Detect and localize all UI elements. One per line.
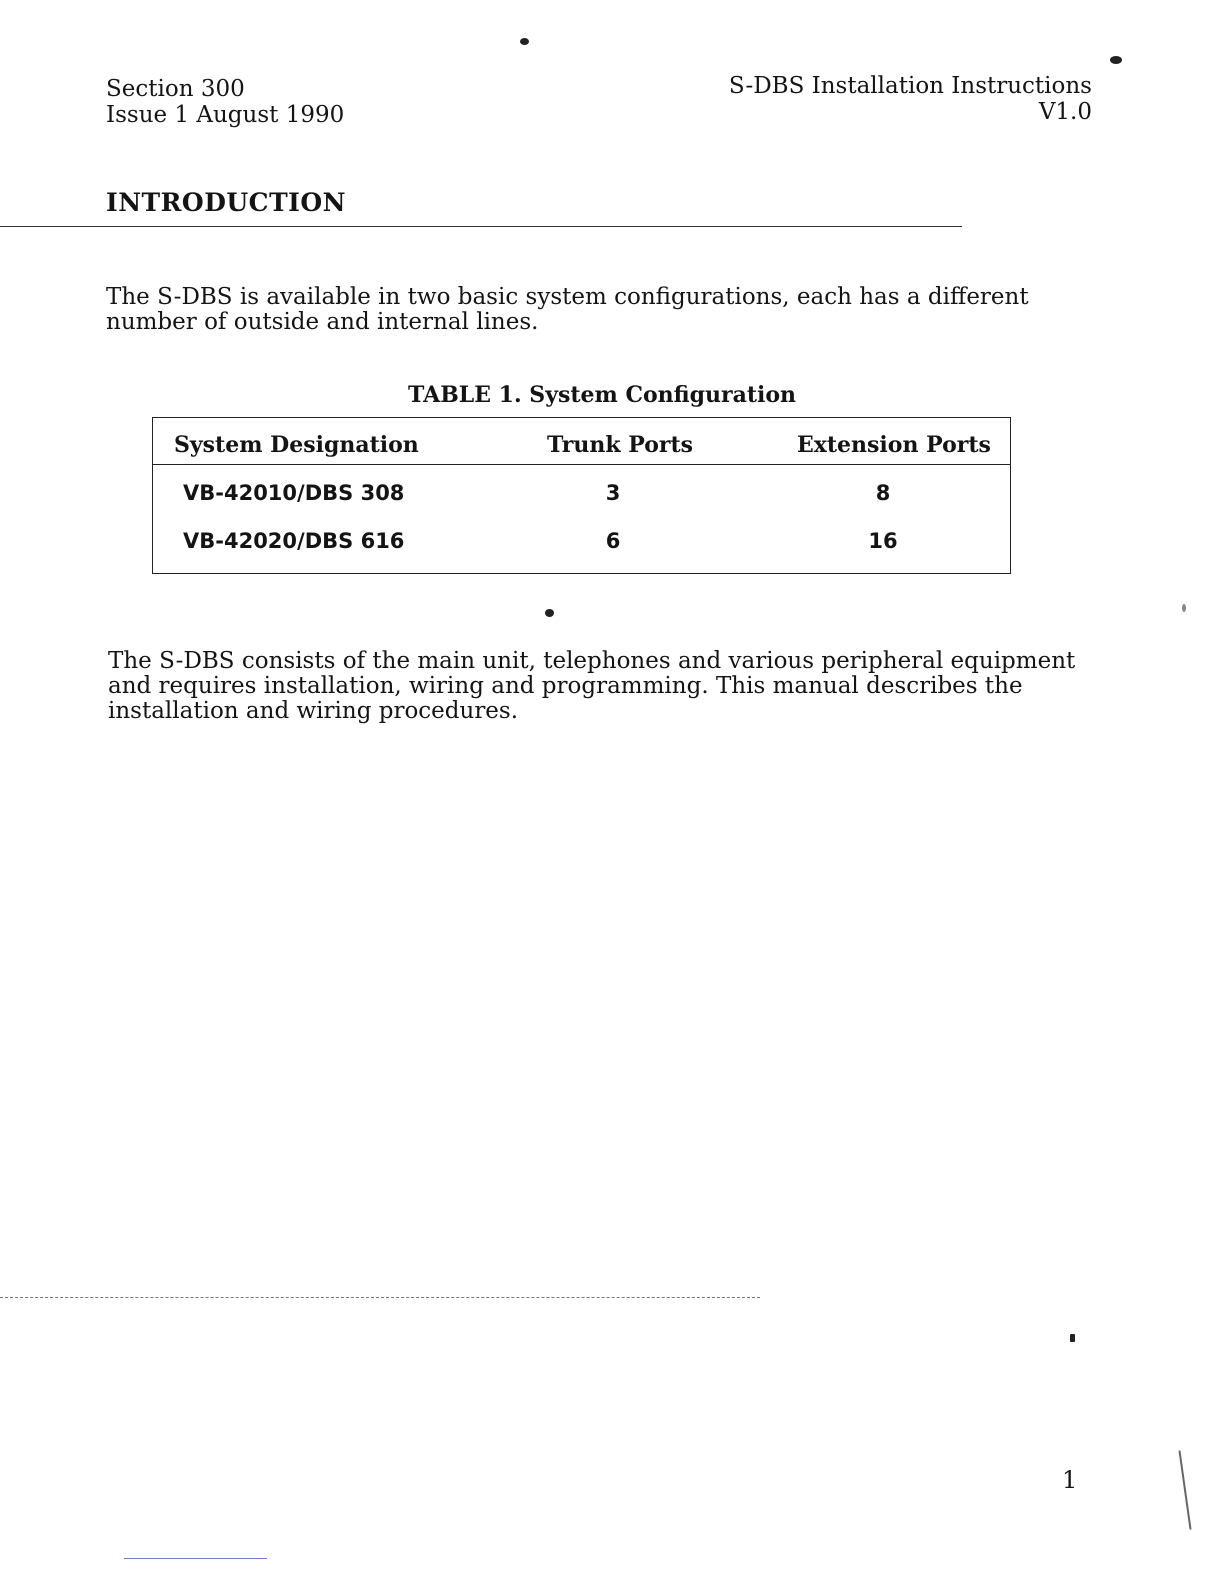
issue-label: Issue 1 August 1990: [106, 102, 345, 128]
table-cell-designation: VB-42010/DBS 308: [183, 481, 405, 505]
table-caption: TABLE 1. System Configuration: [407, 382, 797, 408]
header-right: [729, 73, 1092, 125]
column-header-trunk-ports: Trunk Ports: [547, 432, 694, 458]
section-label: Section 300: [106, 76, 245, 102]
section-heading: INTRODUCTION: [106, 188, 347, 217]
heading-divider: [0, 226, 962, 227]
column-header-extension-ports: Extension Ports: [797, 432, 991, 458]
table-cell-trunk-ports: 3: [605, 481, 621, 505]
scan-speck: [1178, 1450, 1191, 1529]
table-cell-extension-ports: 8: [875, 481, 891, 505]
footer-divider: [0, 1297, 760, 1298]
table-cell-extension-ports: 16: [868, 529, 898, 553]
footer-underline: [124, 1558, 267, 1559]
table-cell-designation: VB-42020/DBS 616: [183, 529, 405, 553]
intro-paragraph: The S-DBS is available in two basic system configurations, each has a different number of outside and internal lines.: [106, 284, 1029, 335]
scan-speck: [1070, 1334, 1075, 1342]
table-cell-trunk-ports: 6: [605, 529, 621, 553]
table-header-divider: [153, 464, 1010, 465]
header-left: [106, 76, 344, 128]
scan-speck: [1110, 56, 1122, 64]
system-configuration-table: [152, 417, 1011, 574]
column-header-system-designation: System Designation: [174, 432, 419, 458]
overview-paragraph: The S-DBS consists of the main unit, telephones and various peripheral equipment and requires installation, wiring and programming. This manual describes the installation and wiring procedures.: [108, 648, 1076, 724]
version-label: V1.0: [1038, 99, 1092, 125]
scan-speck: [520, 38, 529, 45]
scan-speck: [545, 609, 554, 617]
document-title: S-DBS Installation Instructions: [728, 73, 1092, 99]
scan-speck: [1182, 604, 1186, 612]
page-number: 1: [1062, 1466, 1078, 1494]
